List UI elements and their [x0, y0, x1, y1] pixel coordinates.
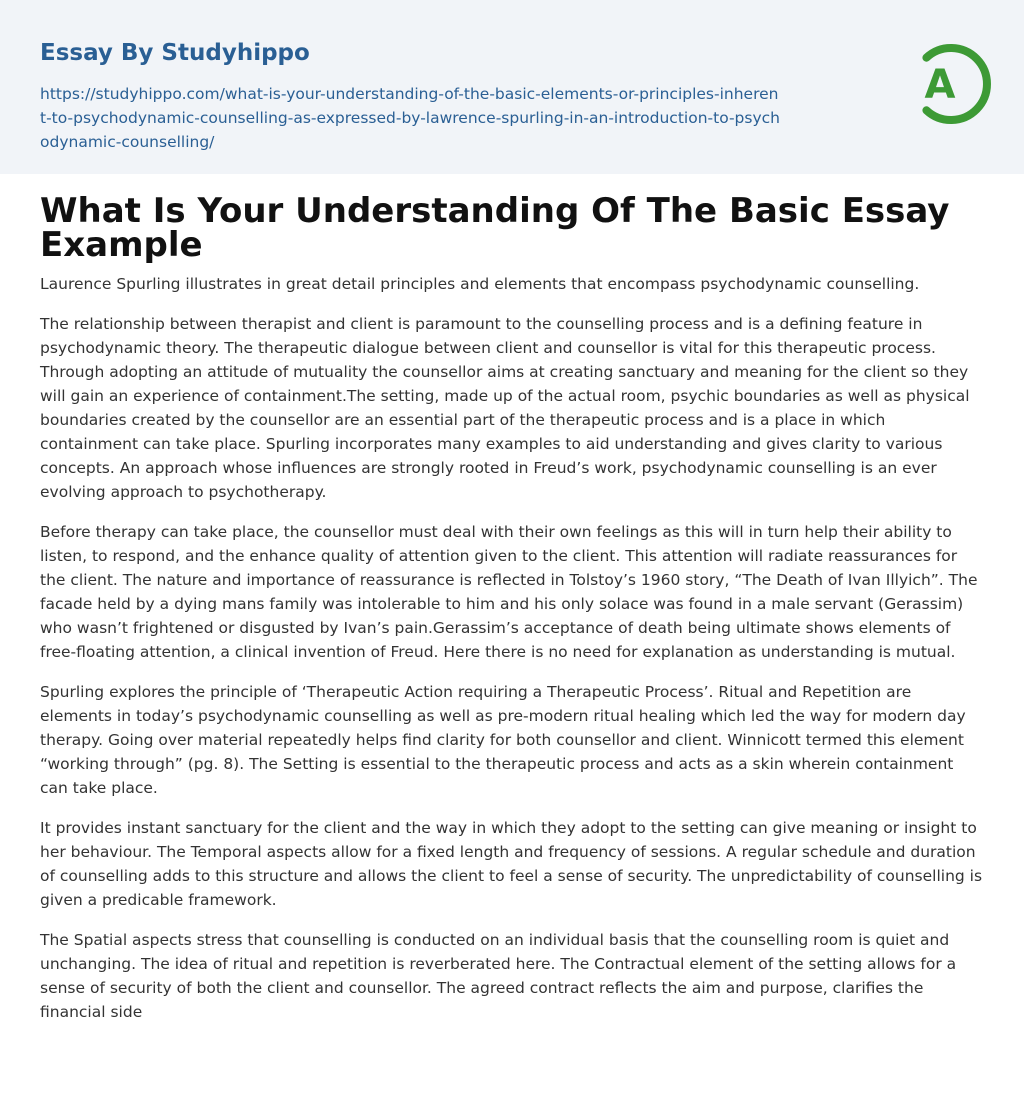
paragraph: It provides instant sanctuary for the client and the way in which they adopt to the setting can give meaning or insight to her behaviour. The Temporal aspects allow for a fixed length and frequency of sessions. A regular schedule and duration of counselling adds to this structure and allows the client to feel a sense of security. The unpredictability of counselling is given a predicable framework.: [40, 819, 983, 909]
site-header: [0, 0, 1024, 174]
source-url-link[interactable]: https://studyhippo.com/what-is-your-understanding-of-the-basic-elements-or-principles-inherent-to-psychodynamic-counselling-as-expressed-by-lawrence-spurling-in-an-introduction-to-psychodynamic-counselling/: [40, 85, 780, 151]
paragraph: Before therapy can take place, the counsellor must deal with their own feelings as this will in turn help their ability to listen, to respond, and the enhance quality of attention given to the client. This attention will radiate reassurances for the client. The nature and importance of reassurance is reflected in Tolstoy’s 1960 story, “The Death of Ivan Illyich”. The facade held by a dying mans family was intolerable to him and his only solace was found in a male servant (Gerassim) who wasn’t frightened or disgusted by Ivan’s pain.Gerassim’s acceptance of death being ultimate shows elements of free-floating attention, a clinical invention of Freud. Here there is no need for explanation as understanding is mutual.: [40, 523, 978, 661]
site-brand[interactable]: Essay By Studyhippo: [40, 40, 310, 66]
studyhippo-logo-icon[interactable]: [906, 40, 992, 128]
paragraph: Laurence Spurling illustrates in great detail principles and elements that encompass psychodynamic counselling.: [40, 275, 920, 293]
paragraph: The Spatial aspects stress that counselling is conducted on an individual basis that the counselling room is quiet and unchanging. The idea of ritual and repetition is reverberated here. The Contractual element of the setting allows for a sense of security of both the client and counsellor. The agreed contract reflects the aim and purpose, clarifies the financial side: [40, 931, 957, 1021]
logo-letter: A: [924, 62, 956, 108]
paragraph: The relationship between therapist and client is paramount to the counselling process and is a defining feature in psychodynamic theory. The therapeutic dialogue between client and counsellor is vital for this therapeutic process. Through adopting an attitude of mutuality the counsellor aims at creating sanctuary and meaning for the client so they will gain an experience of containment.The setting, made up of the actual room, psychic boundaries as well as physical boundaries created by the counsellor are an essential part of the therapeutic process and is a place in which containment can take place. Spurling incorporates many examples to aid understanding and gives clarity to various concepts. An approach whose influences are strongly rooted in Freud’s work, psychodynamic counselling is an ever evolving approach to psychotherapy.: [40, 315, 970, 501]
page-title: What Is Your Understanding Of The Basic Essay Example: [40, 191, 950, 265]
paragraph: Spurling explores the principle of ‘Therapeutic Action requiring a Therapeutic Process’. Ritual and Repetition are elements in today’s psychodynamic counselling as well as pre-modern ritual healing which led the way for modern day therapy. Going over material repeatedly helps find clarity for both counsellor and client. Winnicott termed this element “working through” (pg. 8). The Setting is essential to the therapeutic process and acts as a skin wherein containment can take place.: [40, 683, 966, 797]
article: [40, 191, 984, 1040]
